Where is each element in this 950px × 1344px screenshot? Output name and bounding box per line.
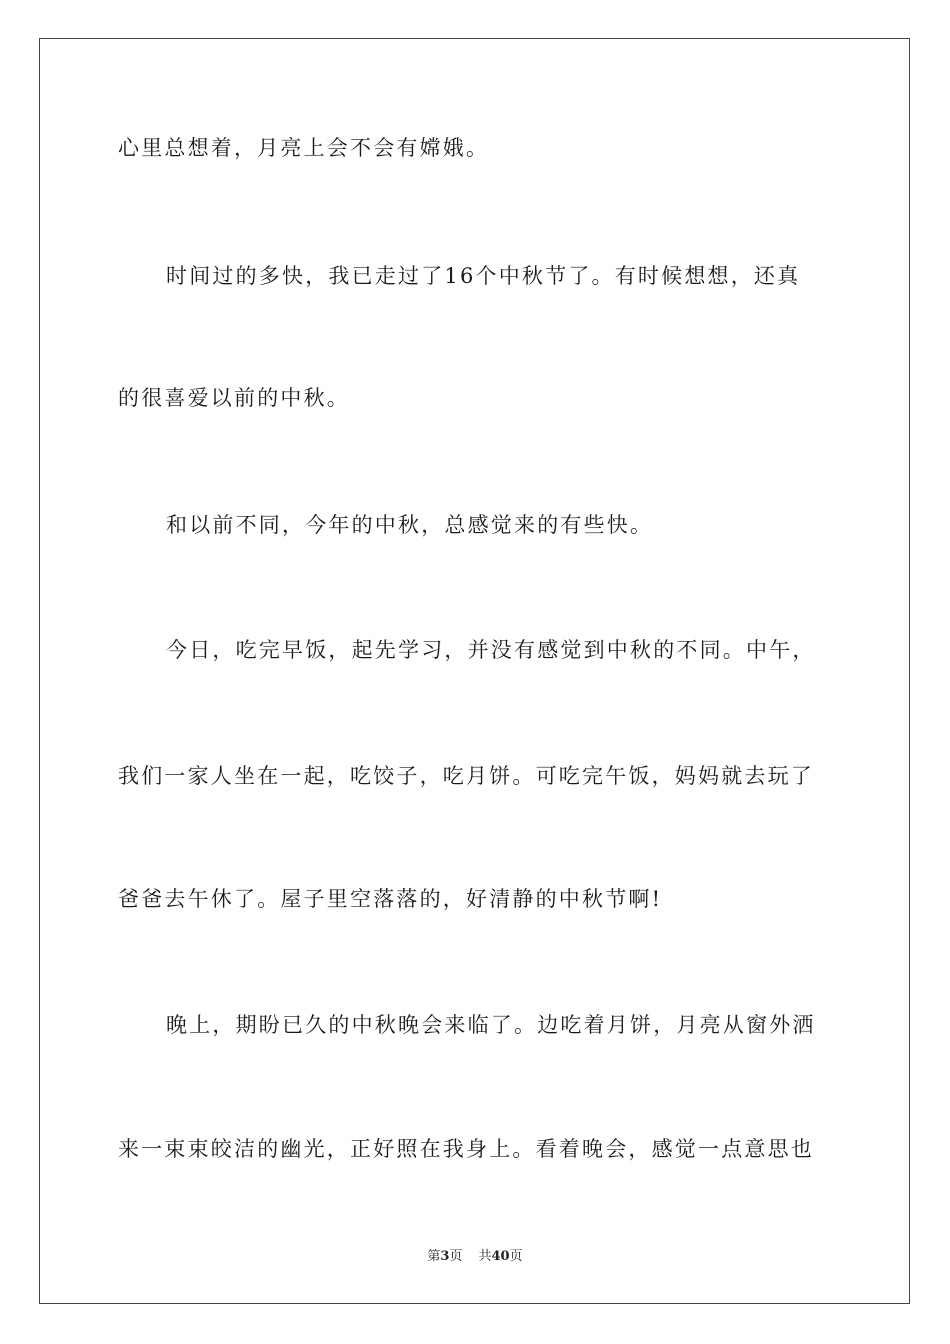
total-pages: 40 xyxy=(491,1249,510,1264)
text-line-8: 晚上，期盼已久的中秋晚会来临了。边吃着月饼，月亮从窗外洒 xyxy=(166,1013,816,1037)
page-footer xyxy=(0,1248,950,1266)
text-line-6: 我们一家人坐在一起，吃饺子，吃月饼。可吃完午饭，妈妈就去玩了 xyxy=(118,764,814,788)
text-line-3: 的很喜爱以前的中秋。 xyxy=(118,386,350,410)
text-line-2: 时间过的多快，我已走过了16个中秋节了。有时候想想，还真 xyxy=(166,264,801,288)
page-prefix: 第 xyxy=(427,1249,441,1264)
page-suffix: 页 xyxy=(449,1249,463,1264)
text-line-1: 心里总想着，月亮上会不会有嫦娥。 xyxy=(118,136,490,160)
total-prefix: 共 xyxy=(478,1249,492,1264)
text-line-7: 爸爸去午休了。屋子里空落落的，好清静的中秋节啊! xyxy=(118,887,663,911)
text-line-9: 来一束束皎洁的幽光，正好照在我身上。看着晚会，感觉一点意思也 xyxy=(118,1137,814,1161)
page-border xyxy=(39,38,910,1304)
text-line-4: 和以前不同，今年的中秋，总感觉来的有些快。 xyxy=(166,513,654,537)
page-number: 3 xyxy=(440,1249,450,1264)
total-suffix: 页 xyxy=(509,1249,523,1264)
text-line-5: 今日，吃完早饭，起先学习，并没有感觉到中秋的不同。中午， xyxy=(166,638,816,662)
